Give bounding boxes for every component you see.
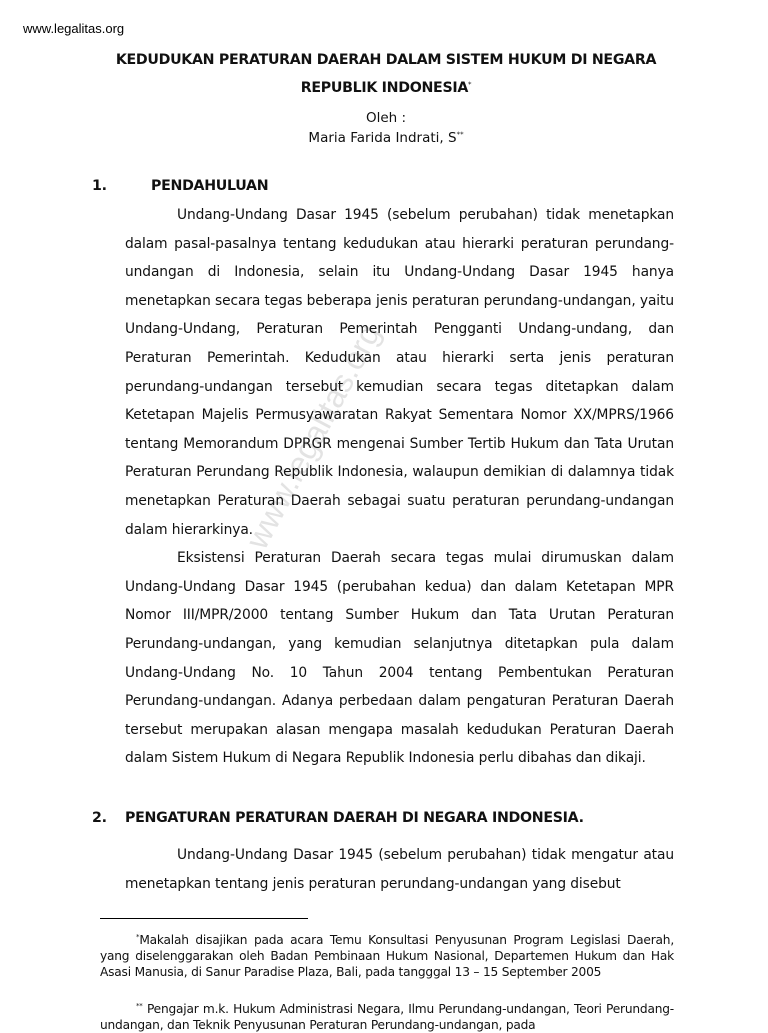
section-1-body bbox=[125, 201, 674, 773]
paragraph: Eksistensi Peraturan Daerah secara tegas mulai dirumuskan dalam Undang-Undang Dasar 1945 (perubahan kedua) dan dalam Ketetapan MPR Nomor III/MPR/2000 tentang Sumber Hukum dan Tata Urutan Peraturan Perundang-undangan, yang kemudian selanjutnya ditetapkan pula dalam Undang-Undang No. 10 Tahun 2004 tentang Pembentukan Peraturan Perundang-undangan. Adanya perbedaan dalam pengaturan Peraturan Daerah tersebut merupakan alasan mengapa masalah kedudukan Peraturan Daerah dalam Sistem Hukum di Negara Republik Indonesia perlu dibahas dan dikaji. bbox=[125, 550, 674, 767]
document-title-continued bbox=[100, 80, 672, 96]
section-2-heading: PENGATURAN PERATURAN DAERAH DI NEGARA INDONESIA. bbox=[125, 810, 584, 826]
footnote-2 bbox=[100, 998, 674, 1033]
title-line-1: KEDUDUKAN PERATURAN DAERAH DALAM SISTEM HUKUM DI NEGARA bbox=[115, 52, 657, 68]
footnote-text: Pengajar m.k. Hukum Administrasi Negara, Ilmu Perundang-undangan, Teori Perundang-undangan, dan Teknik Penyusunan Peraturan Perundang-undangan, pada bbox=[100, 1002, 674, 1033]
author-name: Maria Farida Indrati, S bbox=[308, 130, 457, 146]
section-2-number: 2. bbox=[92, 810, 107, 826]
paragraph: Undang-Undang Dasar 1945 (sebelum perubahan) tidak mengatur atau menetapkan tentang jenis peraturan perundang-undangan yang disebut bbox=[125, 847, 674, 892]
document-title bbox=[100, 52, 672, 68]
author-footnote-marker: ** bbox=[456, 130, 464, 139]
footnote-text: Makalah disajikan pada acara Temu Konsultasi Penyusunan Program Legislasi Daerah, yang diselenggarakan oleh Badan Pembinaan Hukum Nasional, Departemen Hukum dan Hak Asasi Manusia, di Sanur Paradise Plaza, Bali, pada tangggal 13 – 15 September 2005 bbox=[100, 933, 674, 980]
paragraph: Undang-Undang Dasar 1945 (sebelum perubahan) tidak menetapkan dalam pasal-pasalnya tentang kedudukan atau hierarki peraturan perundang-undangan di Indonesia, selain itu Undang-Undang Dasar 1945 hanya menetapkan secara tegas beberapa jenis peraturan perundang-undangan, yaitu Undang-Undang, Peraturan Pemerintah Pengganti Undang-undang, dan Peraturan Pemerintah. Kedudukan atau hierarki serta jenis peraturan perundang-undangan tersebut kemudian secara tegas ditetapkan dalam Ketetapan Majelis Permusyawaratan Rakyat Sementara Nomor XX/MPRS/1966 tentang Memorandum DPRGR mengenai Sumber Tertib Hukum dan Tata Urutan Peraturan Perundang Republik Indonesia, walaupun demikian di dalamnya tidak menetapkan Peraturan Daerah sebagai suatu peraturan perundang-undangan dalam hierarkinya. bbox=[125, 207, 674, 538]
watermark: www.legalitas.org bbox=[238, 317, 388, 555]
footnote-marker: * bbox=[136, 933, 140, 941]
footnote-marker: ** bbox=[136, 1002, 143, 1010]
author-by: Oleh : bbox=[365, 110, 407, 126]
section-2-body bbox=[125, 841, 674, 898]
title-footnote-marker: * bbox=[468, 80, 472, 89]
title-line-2: REPUBLIK INDONESIA bbox=[300, 80, 469, 96]
section-1-number: 1. bbox=[92, 178, 107, 194]
source-url: www.legalitas.org bbox=[23, 21, 125, 36]
footnote-separator bbox=[100, 918, 308, 919]
author-line bbox=[100, 130, 672, 146]
section-1-heading: PENDAHULUAN bbox=[151, 178, 269, 194]
footnote-1 bbox=[100, 929, 674, 980]
